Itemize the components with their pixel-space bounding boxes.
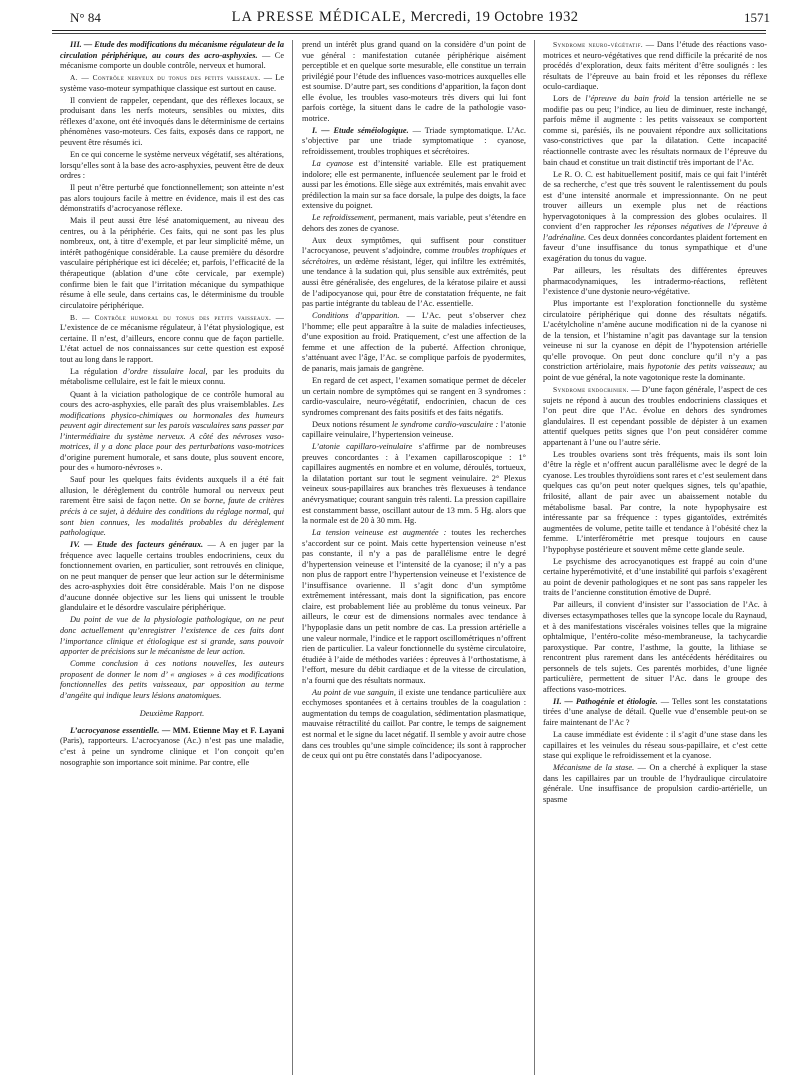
italic-text: les réponses négatives de l’épreuve à l’adrénaline.	[543, 222, 767, 242]
paragraph-text: un œdème résistant, léger, qui infiltre les extrémités, une tendance à la sudation qui, plus sensible aux extrémités, peut aussi être généralisée, des engelures, de la kératose pilaire et aussi de l’adipocyanose qui, pour être de constatation fréquente, ne fait pas partie intégrante du tableau de l’Ac. essentielle.	[302, 256, 526, 309]
report-title: L’acrocyanose essentielle.	[70, 725, 160, 735]
paragraph-text: par les produits du métabolisme cellulaire, est le fait le mieux connu.	[60, 366, 284, 387]
paragraph-text: la tension artérielle ne se modifie pas ou peu; l’indice, au lieu de diminuer, reste inchangé, parfois même il augmente : les petits vaisseaux se comportent comme si, parésiés, ils ne pouvaient répondre aux sollicitations vaso-constrictives que par la dilatation. Cette incapacité réactionnelle contraste avec les résultats normaux de l’épreuve du bain chaud et constitue un trait distinctif très important de l’Ac.	[543, 94, 767, 167]
italic-text: L’atonie capillaro-veinulaire	[312, 442, 413, 452]
italic-text: Le refroidissement,	[312, 213, 377, 223]
paragraph: Les troubles ovariens sont très fréquents, mais ils sont loin d’être la règle et n’offrent aucun parallélisme avec le degré de la cyanose. Les troubles thyroïdiens sont rares et c’est seulement dans quelques cas qu’on peut noter quelques signes, tels qu’apathie, frilosité, allant de pair avec un abaissement notable du métabolisme basal. Par contre, la note hypophysaire est intéressante par sa fréquence : types gigantoïdes, extrémités augmentées de volume, petite taille et tendance à l’obésité chez la femme. L’interférométrie met presque toujours en cause l’hypophyse postérieure et souvent même cette glande seule.	[543, 449, 767, 554]
subsection-label: Syndrome endocrinien.	[553, 385, 629, 394]
paragraph-text: Ces deux données concordantes plaident fortement en faveur d’une insuffisance du tonus sympathique et d’une exagération du tonus du vague.	[543, 232, 767, 263]
paragraph-text: Quant à la viciation pathologique de ce contrôle humoral au cours des acro-asphyxies, elle paraît des plus vraisemblables.	[60, 389, 284, 410]
paragraph: Le psychisme des acrocyanotiques est frappé au coin d’une certaine hyperémotivité, et d’une instabilité qui parfois s’exagèrent au point de devenir pathologiques et ne sont pas sans rappeler les traits de l’ancienne constitution émotive de Dupré.	[543, 556, 767, 598]
paragraph-text: — On a cherché à expliquer la stase dans les capillaires par un trouble de l’hydraulique circulatoire générale. Une insuffisance de propulsion cardio-artérielle, un spasme	[543, 763, 767, 804]
paragraph-text: est d’intensité variable. Elle est pratiquement indolore; elle est permanente, influencée seulement par le froid et aussi par les émotions. Elle siège aux extrémités, mais envahit avec prédilection la main sur sa face dorsale, la pulpe des doigts, la face extensive du poignet.	[302, 159, 526, 211]
italic-text: d’ordre tissulaire local,	[122, 366, 208, 376]
paragraph-text: permanent, mais variable, peut s’étendre en dehors des zones de cyanose.	[302, 213, 526, 233]
paragraph: Il peut n’être perturbé que fonctionnellement; son atteinte n’est pas alors toujours facile à mettre en évidence, mais il est des cas démonstratifs d’acrocyanose réflexe.	[60, 183, 284, 214]
italic-text: Mécanisme de la stase.	[553, 763, 635, 773]
paragraph-text: La régulation	[70, 366, 118, 376]
paragraph-text: Plus importante est l’exploration fonctionnelle du système circulatoire périphérique qui donne des résultats négatifs. L’acétylcholine n’amène aucune modification ni de la cyanose ni de la tension, et l’histamine n’agit pas davantage sur la tension veineuse ni sur la cyanose en dépit de l’hypotension artérielle qu’elle provoque. On peut donc conclure qu’il n’y a pas constriction artériolaire, mais	[543, 299, 767, 372]
paragraph: En regard de cet aspect, l’examen somatique permet de déceler un certain nombre de symptômes qui se rangent en 3 syndromes : cardio-vasculaire, neuro-végétatif, endocrinien, chacun de ces syndromes comprenant des faits positifs et des faits négatifs.	[302, 375, 526, 417]
header-rule-thin	[52, 33, 766, 34]
paragraph	[543, 94, 767, 168]
paragraph	[60, 40, 284, 72]
italic-text: troubles trophiques et sécrétoires,	[302, 246, 526, 266]
paragraph: Par ailleurs, il convient d’insister sur l’association de l’Ac. à diverses ectasympathoses telles que la syncope locale du Raynaud, et à des manifestations viscérales voisines telles que la migraine ophtalmique, l’entéro-colite méso-membraneuse, la tachycardie paroxystique. Par contre, l’asthme, la goutte, la lithiase se rencontrent plus rarement dans les antécédents héréditaires ou personnels de tels sujets. Ces parentés morbides, d’une lignée particulière, permettent de situer l’Ac. dans le groupe des affections vaso-motrices.	[543, 600, 767, 694]
section-heading: III. — Etude des modifications du mécanisme régulateur de la circulation périphérique, au cours des acro-asphyxies.	[60, 40, 284, 60]
italic-text: La cyanose	[312, 159, 354, 169]
paragraph	[543, 40, 767, 93]
paragraph	[60, 475, 284, 538]
paragraph-text: Lors de	[553, 94, 581, 104]
paragraph	[543, 299, 767, 383]
section-heading: I. — Etude séméiologique.	[312, 125, 409, 135]
column-3	[543, 40, 767, 1075]
paragraph	[302, 126, 526, 158]
paragraph	[60, 313, 284, 366]
paragraph-text: — L’existence de ce mécanisme régulateur, à l’état physiologique, est certaine. Il n’est, d’ailleurs, encore connu que de façon partielle. L’état actuel de nos connaissances sur cette question est exposé tout au long dans le rapport.	[60, 312, 284, 364]
italic-text: le syndrome cardio-vasculaire :	[392, 419, 499, 429]
paragraph-text: — Le système vaso-moteur sympathique classique est surtout en cause.	[60, 73, 284, 93]
paragraph-text: — Triade symptomatique. L’Ac. s’objective par une triade symptomatique : cyanose, refroidissement, troubles trophiques et sécrétoires.	[302, 125, 526, 156]
issue-date: Mercredi, 19 Octobre 1932	[410, 9, 579, 25]
italic-paragraph: Du point de vue de la physiologie pathologique, on ne peut donc actuellement qu’enregistrer l’existence de ces faits dont l’importance clinique et étiologique est si grande, sans pouvoir apporter de précisions sur le mécanisme de leur action.	[60, 615, 284, 657]
paragraph-text: — Telles sont les constatations tirées d’une analyse de détail. Quelle vue d’ensemble peut-on se faire maintenant de l’Ac ?	[543, 696, 767, 727]
paragraph-text: — Ce mécanisme comporte un double contrôle, nerveux et humoral.	[60, 50, 284, 71]
report-authors: — MM. Etienne May et F. Layani	[161, 725, 284, 735]
paragraph	[302, 236, 526, 310]
italic-text: hypotonie des petits vaisseaux;	[647, 362, 756, 372]
paragraph-text: — D’une façon générale, l’aspect de ces sujets ne répond à aucun des troubles endocriniens classiques et l’on peut dire que l’Ac. évolue en dehors des syndromes glandulaires. Il est cependant possible de dépister à un examen attentif quelques petits signes que l’on peut considérer comme appartenant à l’une ou l’autre série.	[543, 385, 767, 447]
paragraph	[543, 170, 767, 265]
header-rule	[52, 30, 766, 31]
subsection-label: B. — Contrôle humoral du tonus des petits vaisseaux.	[70, 312, 272, 322]
paragraph-text: s’affirme par de nombreuses preuves concordantes : à l’examen capillaroscopique : 1° capillaires augmentés en nombre et en volume, déroulés, tortueux, la dilatation portant sur tout le segment veinulaire. 2° Plexus veineux sous-papillaires aux branches très flexueuses à tendance anévrysmatique; courant sanguin très ralenti. La pression capillaire est constamment basse, oscillant autour de 13 mm. 5 Hg. alors que la normale est de 20 à 30 mm. Hg.	[302, 442, 526, 526]
section-heading: II. — Pathogénie et étiologie.	[553, 696, 658, 706]
paragraph-text: Le R. O. C. est habituellement positif, mais ce qui fait l’intérêt de sa recherche, c’est que très souvent le ralentissement du pouls est d’une intensité anormale et impressionnante. On ne peut trouver ailleurs un exemple plus net de réactions hypervagotoniques à la compression des globes oculaires. Il convient d’en rapprocher	[543, 169, 767, 232]
italic-text: On se borne, faute de critères précis à ce sujet, à déduire des conditions du réglage normal, qui sont bien connues, les modalités probables du dérèglement pathologique.	[60, 496, 284, 538]
paragraph-text: Deux notions résument	[312, 419, 390, 429]
paragraph	[543, 385, 767, 448]
paragraph	[302, 528, 526, 686]
journal-name: LA PRESSE MÉDICALE,	[231, 9, 407, 25]
paragraph-text: toutes les recherches s’accordent sur ce point. Mais cette hypertension veineuse n’est pas constante, il n’y a pas de parallélisme entre le degré d’hypertension veineuse et l’intensité de la cyanose; il n’y a pas non plus de rapport entre l’hypertension veineuse et l’existence de l’insuffisance ovarienne. Il s’agit donc d’un symptôme extrêmement intéressant, mais dont la signification, pas encore claire, est probablement liée au problème du tonus veineux. Par ailleurs, le cœur est de dimensions normales avec tendance à l’hypoplasie dans un petit nombre de cas. La pression artérielle a une valeur normale, l’indice et le rapport oscillométriques n’offrent rien de particulier. La valeur fonctionnelle du système circulatoire, étudiée à l’aide de méthodes variées : épreuves à l’orthostatisme, à l’effort, mesure du débit cardiaque et de la vitesse de circulation, n’a fourni que des résultats normaux.	[302, 528, 526, 685]
paragraph	[60, 540, 284, 614]
paragraph	[543, 697, 767, 729]
column-divider	[534, 40, 535, 1075]
paragraph-text: il existe une tendance particulière aux ecchymoses spontanées et à certains troubles de la coagulation : augmentation du temps de coagulation, sédimentation plasmatique, mauvaise rétractilité du caillot. Par contre, le temps de saignement est normal et le signe du lacet négatif. Il semble y avoir autre chose dans ces troubles qu’une simple coïncidence; ils sont à rapprocher de ceux qui ont pu être constatés dans l’adipocyanose.	[302, 687, 526, 761]
paragraph-text: — Dans l’étude des réactions vaso-motrices et neuro-végétatives que rend difficile la précarité de nos procédés d’exploration, deux faits méritent d’être soulignés : les résultats de l’épreuve au bain froid et les réponses du réflexe oculo-cardiaque.	[543, 40, 767, 92]
paragraph: Mais il peut aussi être lésé anatomiquement, au niveau des centres, ou à la périphérie. Ces faits, qui ne sont pas les plus nombreux, ont, à titre d’exemple, et par leur simplicité même, un intérêt pathogénique considérable. La cause première du désordre vasculaire périphérique est ici décelée; et, parfois, l’efficacité de la thérapeutique (ablation d’une côte cervicale, par exemple) confirme bien le fait que l’irritation mécanique du sympathique résume à elle seule, dans certains cas, le déterminisme du trouble circulatoire périphérique.	[60, 216, 284, 310]
paragraph	[302, 688, 526, 762]
paragraph: La cause immédiate est évidente : il s’agit d’une stase dans les capillaires et les veinules du réseau sous-papillaire, et c’est cette stase qui explique le refroidissement et la cyanose.	[543, 730, 767, 761]
subsection-label: A. — Contrôle nerveux du tonus des petits vaisseaux.	[70, 73, 261, 83]
paragraph: Il convient de rappeler, cependant, que des réflexes locaux, se produisant dans les nerfs moteurs, sensibles ou mixtes, dits réflexes d’axone, ont été invoqués dans le déterminisme de certains phénomènes vaso-moteurs. Ces faits, exposés dans ce rapport, ne peuvent être résumés ici.	[60, 95, 284, 147]
column-1	[60, 40, 284, 1075]
paragraph: Par ailleurs, les résultats des différentes épreuves pharmacodynamiques, les intradermo-réactions, reflètent l’existence d’une dystonie neuro-végétative.	[543, 265, 767, 297]
paragraph-text: d’origine purement humorale, et sans doute, plus souvent encore, pour des « humoro-névroses ».	[60, 452, 284, 473]
page-number: 1571	[744, 10, 770, 25]
italic-text: Les modifications physico-chimiques ou hormonales des humeurs peuvent agir directement sur les parois vasculaires sans passer par l’intermédiaire du système nerveux. A côté des névroses vaso-motrices, il y a donc place pour des perturbations vaso-motrices	[60, 400, 284, 452]
section-heading: IV. — Etude des facteurs généraux.	[70, 540, 204, 550]
italic-text: l’épreuve du bain froid	[585, 94, 670, 104]
paragraph-text: — A en juger par la fréquence avec laquelle certains troubles endocriniens, ceux du fonctionnement ovarien, en particulier, sont retrouvés en clinique, on ne peut manquer de penser que leur action sur le déterminisme des acro-asphyxies doit être considérable. Mais l’on ne dispose d’aucune donnée objective sur les liens qui unissent le trouble glandulaire et le désordre vasculaire périphérique.	[60, 540, 284, 613]
paragraph	[543, 763, 767, 805]
page-header	[40, 8, 770, 32]
column-divider	[292, 40, 293, 1075]
paragraph-text: (Paris), rapporteurs. L’acrocyanose (Ac.) n’est pas une maladie, c’est à peine un syndrome clinique et l’on conçoit qu’en nosographie son importance soit minime. Par contre, elle	[60, 736, 284, 767]
subsection-label: Syndrome neuro-végétatif.	[553, 40, 644, 49]
italic-text: Conditions d’apparition.	[312, 311, 400, 321]
paragraph	[60, 73, 284, 94]
italic-paragraph: Comme conclusion à ces notions nouvelles, les auteurs proposent de donner le nom d’ « angioses » à ces modifications fonctionnelles des petits vaisseaux, par opposition au terme d’angéite qui indique leurs lésions anatomiques.	[60, 659, 284, 700]
paragraph-text: au point de vue général, la note vagotonique reste la dominante.	[543, 362, 767, 382]
paragraph	[302, 159, 526, 212]
report-heading: Deuxième Rapport.	[139, 709, 205, 719]
paragraph	[60, 726, 284, 768]
paragraph-text: Aux deux symptômes, qui suffisent pour constituer l’acrocyanose, peuvent s’adjoindre, comme	[302, 235, 526, 256]
paragraph: prend un intérêt plus grand quand on la considère d’un point de vue général : manifestation cutanée périphérique aisément perceptible et en quelque sorte mesurable, elle constitue un terrain privilégié pour l’étude des influences vaso-motrices auxquelles elle est soumise. D’autre part, ses conditions d’apparition, la façon dont elle évolue, les troubles vaso-moteurs très divers qui lui font parfois cortège, la situent dans le cadre de la pathologie vaso-motrice.	[302, 40, 526, 123]
paragraph	[302, 311, 526, 374]
paragraph-text: — L’Ac. peut s’observer chez l’homme; elle peut apparaître à la suite de maladies infectieuses, d’une exposition au froid. Pratiquement, c’est une affection de la femme et une affection de la puberté. Affection chronique, s’atténuant avec l’âge, l’Ac. se complique parfois de pyodermites, de panaris, mais jamais de gangrène.	[302, 311, 526, 373]
paragraph	[302, 420, 526, 441]
paragraph	[302, 442, 526, 526]
italic-text: La tension veineuse est augmentée :	[312, 528, 447, 538]
paragraph-text: l’atonie capillaire veinulaire, l’hypertension veineuse.	[302, 419, 526, 440]
italic-text: Au point de vue sanguin,	[312, 687, 396, 697]
journal-title	[40, 9, 770, 26]
paragraph: En ce qui concerne le système nerveux végétatif, ses altérations, lorsqu’elles sont à la base des acro-asphyxies, peuvent être de deux ordres :	[60, 149, 284, 181]
issue-number: N° 84	[70, 10, 101, 25]
paragraph	[60, 367, 284, 388]
column-2	[302, 40, 526, 1075]
paragraph	[302, 213, 526, 234]
paragraph-text: Sauf pour les quelques faits évidents auxquels il a été fait allusion, le dérèglement du contrôle humoral ou nerveux peut rarement être saisi de façon nette.	[60, 475, 284, 506]
paragraph	[60, 390, 284, 474]
